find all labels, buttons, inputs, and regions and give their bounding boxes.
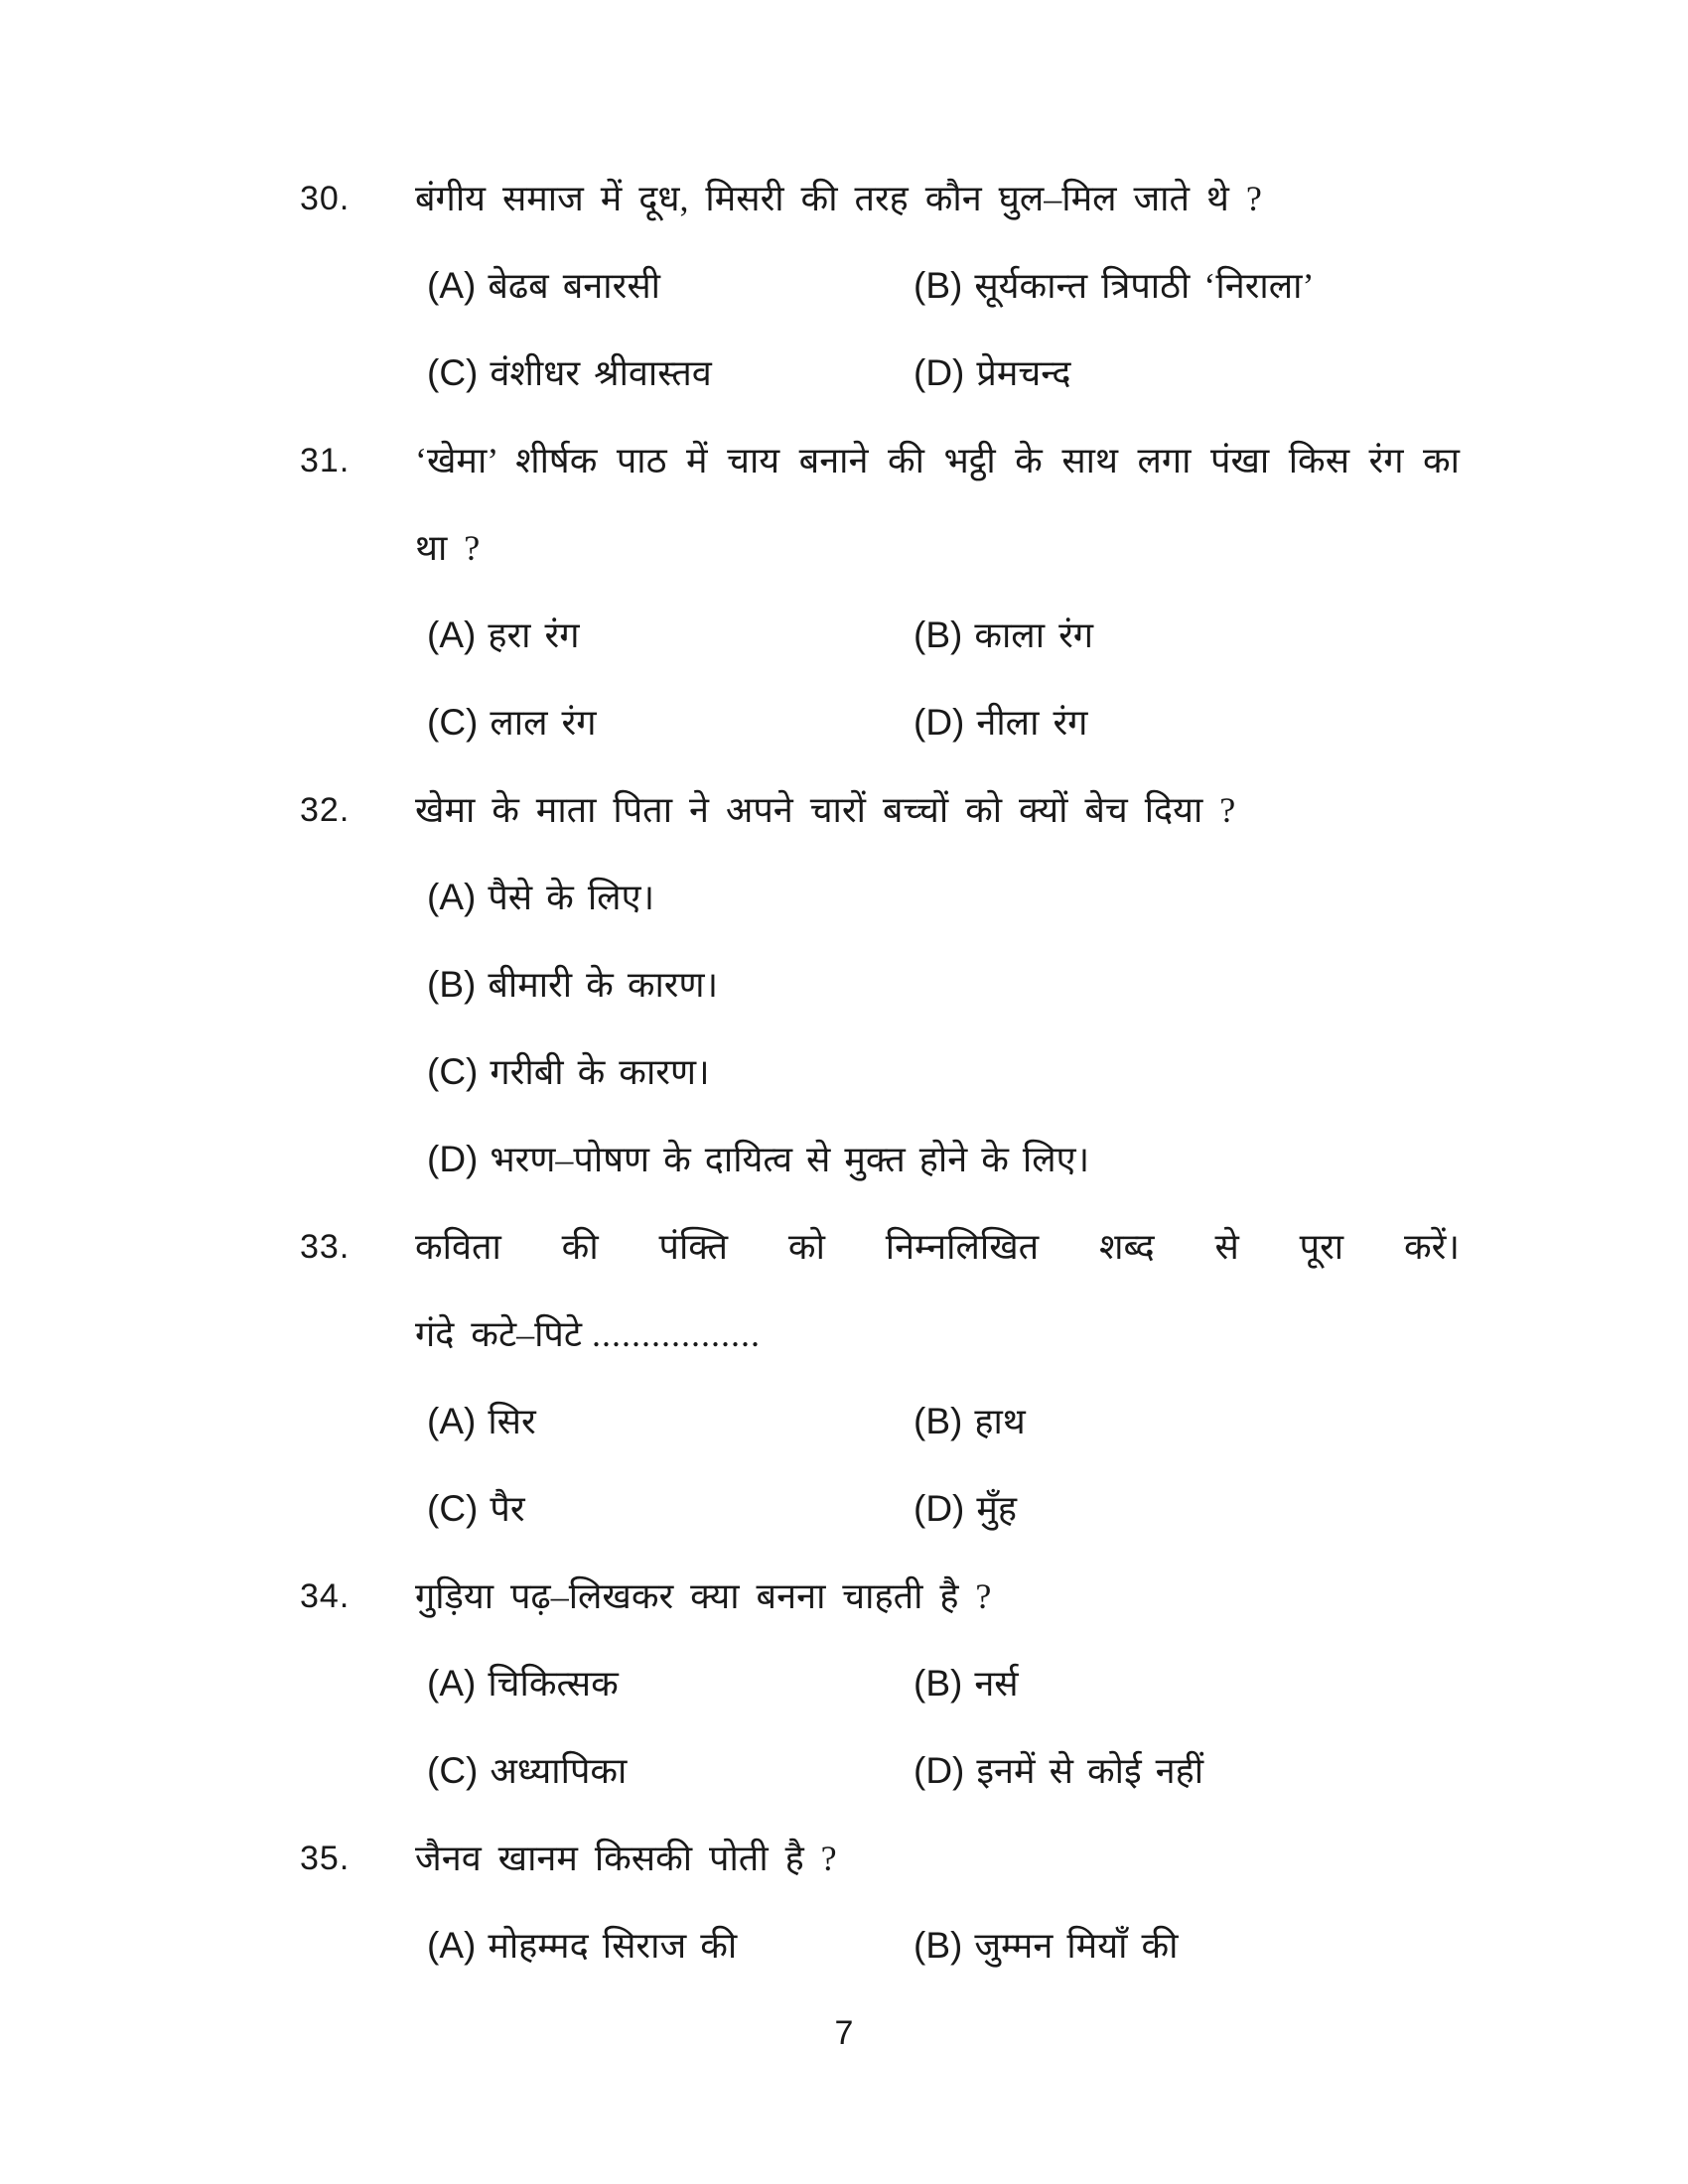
option-34-c (427, 1727, 914, 1815)
option-text: प्रेमचन्द (976, 353, 1071, 393)
option-32-a (427, 854, 1460, 941)
option-label: (A) (427, 1401, 477, 1441)
option-text: सूर्यकान्त त्रिपाठी ‘निराला’ (974, 266, 1315, 306)
option-label: (B) (914, 265, 963, 306)
options-grid (415, 1378, 1460, 1553)
option-text: गरीबी के कारण। (490, 1052, 710, 1092)
options-grid (415, 242, 1460, 417)
option-text: वंशीधर श्रीवास्तव (490, 353, 712, 393)
option-label: (C) (427, 1750, 479, 1791)
question-number: 34. (300, 1577, 351, 1615)
option-text: हाथ (974, 1402, 1026, 1441)
option-33-d (914, 1465, 1460, 1553)
question-text-line-2 (415, 1291, 1460, 1378)
question-number: 30. (300, 180, 351, 217)
options-list (415, 854, 1460, 1203)
option-text: बेढब बनारसी (488, 266, 660, 306)
option-text: इनमें से कोई नहीं (976, 1751, 1204, 1791)
question-text: खेमा के माता पिता ने अपने चारों बच्चों को क्यों बेच दिया ? (415, 790, 1236, 830)
option-33-c (427, 1465, 914, 1553)
question-35 (0, 1815, 1688, 1989)
options-grid (415, 592, 1460, 766)
question-32 (0, 766, 1688, 1203)
option-text: अध्यापिका (490, 1751, 628, 1791)
option-label: (D) (914, 1750, 965, 1791)
option-label: (C) (427, 1051, 479, 1092)
option-text: बीमारी के कारण। (488, 965, 719, 1005)
option-label: (A) (427, 614, 477, 655)
option-label: (B) (914, 614, 963, 655)
option-text: भरण–पोषण के दायित्व से मुक्त होने के लिए। (490, 1140, 1090, 1179)
question-34 (0, 1553, 1688, 1815)
option-30-c (427, 330, 914, 417)
option-label: (B) (914, 1925, 963, 1966)
option-text: मुँह (976, 1489, 1018, 1529)
fill-in-blank-dots: ................. (592, 1314, 762, 1354)
option-text: काला रंग (974, 615, 1094, 655)
option-label: (D) (427, 1139, 479, 1179)
option-35-a (427, 1902, 914, 1989)
question-text-line-2: था ? (415, 528, 481, 568)
option-label: (B) (914, 1663, 963, 1704)
question-text-line-1: ‘खेमा’ शीर्षक पाठ में चाय बनाने की भट्ठी के साथ लगा पंखा किस रंग का (415, 441, 1460, 480)
option-35-b (914, 1902, 1460, 1989)
option-text: पैर (490, 1489, 525, 1529)
option-30-b (914, 242, 1460, 330)
question-number: 31. (300, 442, 351, 479)
option-label: (A) (427, 265, 477, 306)
option-31-c (427, 679, 914, 766)
option-text: पैसे के लिए। (488, 878, 655, 917)
option-31-b (914, 592, 1460, 679)
fill-in-stem: गंदे कटे–पिटे (415, 1314, 583, 1354)
option-32-b (427, 941, 1460, 1028)
option-30-a (427, 242, 914, 330)
option-label: (A) (427, 1663, 477, 1704)
option-34-b (914, 1640, 1460, 1727)
options-grid (415, 1902, 1460, 1989)
option-label: (C) (427, 1488, 479, 1529)
options-grid (415, 1640, 1460, 1815)
option-label: (B) (427, 964, 477, 1005)
option-text: मोहम्मद सिराज की (488, 1926, 738, 1966)
question-33 (0, 1203, 1688, 1553)
option-text: लाल रंग (490, 703, 597, 743)
option-34-a (427, 1640, 914, 1727)
option-label: (C) (427, 702, 479, 743)
option-32-c (427, 1028, 1460, 1116)
option-33-b (914, 1378, 1460, 1465)
page-number: 7 (834, 2014, 854, 2052)
option-text: नीला रंग (976, 703, 1088, 743)
question-number: 35. (300, 1840, 351, 1877)
option-text: चिकित्सक (488, 1664, 619, 1704)
option-label: (A) (427, 1925, 477, 1966)
question-text: जैनव खानम किसकी पोती है ? (415, 1839, 837, 1878)
option-30-d (914, 330, 1460, 417)
option-33-a (427, 1378, 914, 1465)
option-text: सिर (488, 1402, 536, 1441)
option-34-d (914, 1727, 1460, 1815)
option-32-d (427, 1116, 1460, 1203)
questions-area (0, 155, 1688, 2077)
option-label: (C) (427, 352, 479, 393)
question-number: 32. (300, 791, 351, 829)
question-30 (0, 155, 1688, 417)
option-label: (D) (914, 352, 965, 393)
option-text: नर्स (974, 1664, 1019, 1704)
question-31 (0, 417, 1688, 766)
option-31-d (914, 679, 1460, 766)
option-text: जुम्मन मियाँ की (974, 1926, 1179, 1966)
question-number: 33. (300, 1228, 351, 1266)
question-text: गुड़िया पढ़–लिखकर क्या बनना चाहती है ? (415, 1576, 992, 1616)
option-text: हरा रंग (488, 615, 580, 655)
option-31-a (427, 592, 914, 679)
option-label: (D) (914, 1488, 965, 1529)
question-text: बंगीय समाज में दूध, मिसरी की तरह कौन घुल–मिल जाते थे ? (415, 179, 1262, 218)
question-text-line-1: कविता की पंक्ति को निम्नलिखित शब्द से पूरा करें। (415, 1227, 1460, 1267)
option-label: (B) (914, 1401, 963, 1441)
option-label: (A) (427, 877, 477, 917)
option-label: (D) (914, 702, 965, 743)
